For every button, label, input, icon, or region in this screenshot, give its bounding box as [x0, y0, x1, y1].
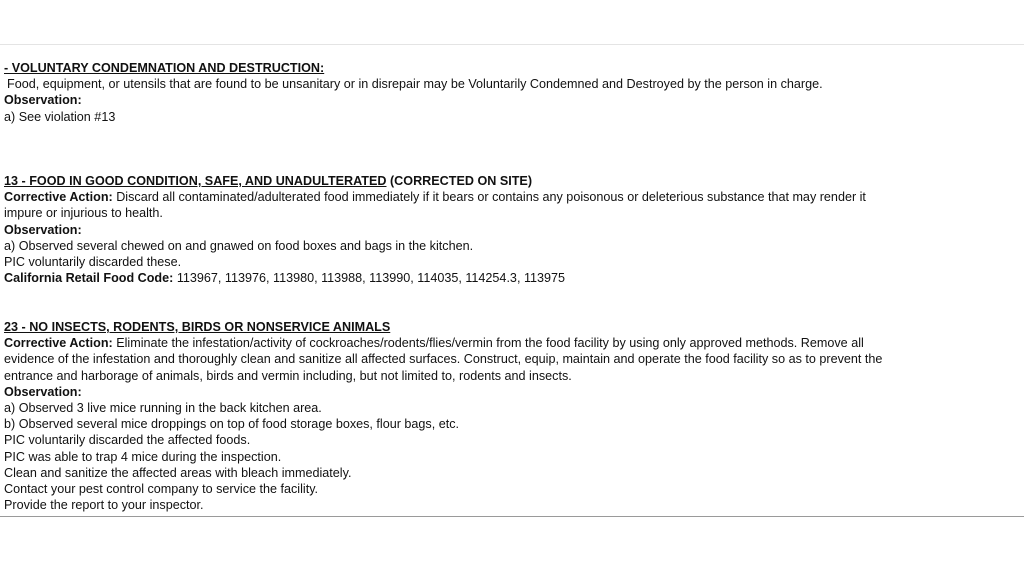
bottom-divider [0, 516, 1024, 517]
top-divider [0, 44, 1024, 45]
violation-23-heading: 23 - NO INSECTS, RODENTS, BIRDS OR NONSERVICE ANIMALS [4, 320, 391, 334]
violation-13-status: (CORRECTED ON SITE) [386, 174, 533, 188]
condemnation-observation-item: a) See violation #13 [4, 109, 116, 124]
violation-23-observation-item: PIC voluntarily discarded the affected foods. [4, 433, 251, 448]
violation-23-observation-item: Clean and sanitize the affected areas with bleach immediately. [4, 465, 352, 480]
violation-13-observation-item: PIC voluntarily discarded these. [4, 255, 182, 270]
violation-13-section [4, 173, 1008, 286]
violation-23-observation-label: Observation: [4, 384, 82, 399]
violation-23-observation-item: a) Observed 3 live mice running in the back kitchen area. [4, 401, 322, 416]
violation-13-code: California Retail Food Code: 113967, 113976, 113980, 113988, 113990, 114035, 114254.3, 113975 [4, 271, 566, 286]
violation-23-observation-item: Contact your pest control company to service the facility. [4, 482, 319, 497]
condemnation-heading: - VOLUNTARY CONDEMNATION AND DESTRUCTION: [4, 61, 325, 75]
violation-13-observation-label: Observation: [4, 222, 82, 237]
violation-23-corrective-action-cont: evidence of the infestation and thoroughly clean and sanitize all affected surfaces. Construct, equip, maintain and operate the food facility so as to prevent the [4, 352, 883, 367]
violation-23-observation-item: b) Observed several mice droppings on top of food storage boxes, flour bags, etc. [4, 417, 460, 432]
violation-13-corrective-action-cont: impure or injurious to health. [4, 206, 163, 221]
violation-23-corrective-action-cont: entrance and harborage of animals, birds and vermin including, but not limited to, rodents and insects. [4, 368, 572, 383]
condemnation-observation-label: Observation: [4, 93, 82, 108]
condemnation-section [4, 60, 1008, 125]
violation-23-corrective-action: Corrective Action: Eliminate the infestation/activity of cockroaches/rodents/flies/vermin from the food facility by using only approved methods. Remove all [4, 336, 864, 351]
violation-13-observation-item: a) Observed several chewed on and gnawed on food boxes and bags in the kitchen. [4, 238, 474, 253]
violation-23-observation-item: PIC was able to trap 4 mice during the inspection. [4, 449, 282, 464]
violation-23-observation-item: Provide the report to your inspector. [4, 498, 204, 513]
violation-13-corrective-action: Corrective Action: Discard all contaminated/adulterated food immediately if it bears or contains any poisonous or deleterious substance that may render it [4, 190, 866, 205]
violation-13-heading: 13 - FOOD IN GOOD CONDITION, SAFE, AND UNADULTERATED (CORRECTED ON SITE) [4, 174, 533, 188]
violation-23-section [4, 319, 1008, 513]
condemnation-description: Food, equipment, or utensils that are found to be unsanitary or in disrepair may be Voluntarily Condemned and Destroyed by the person in charge. [7, 77, 823, 92]
